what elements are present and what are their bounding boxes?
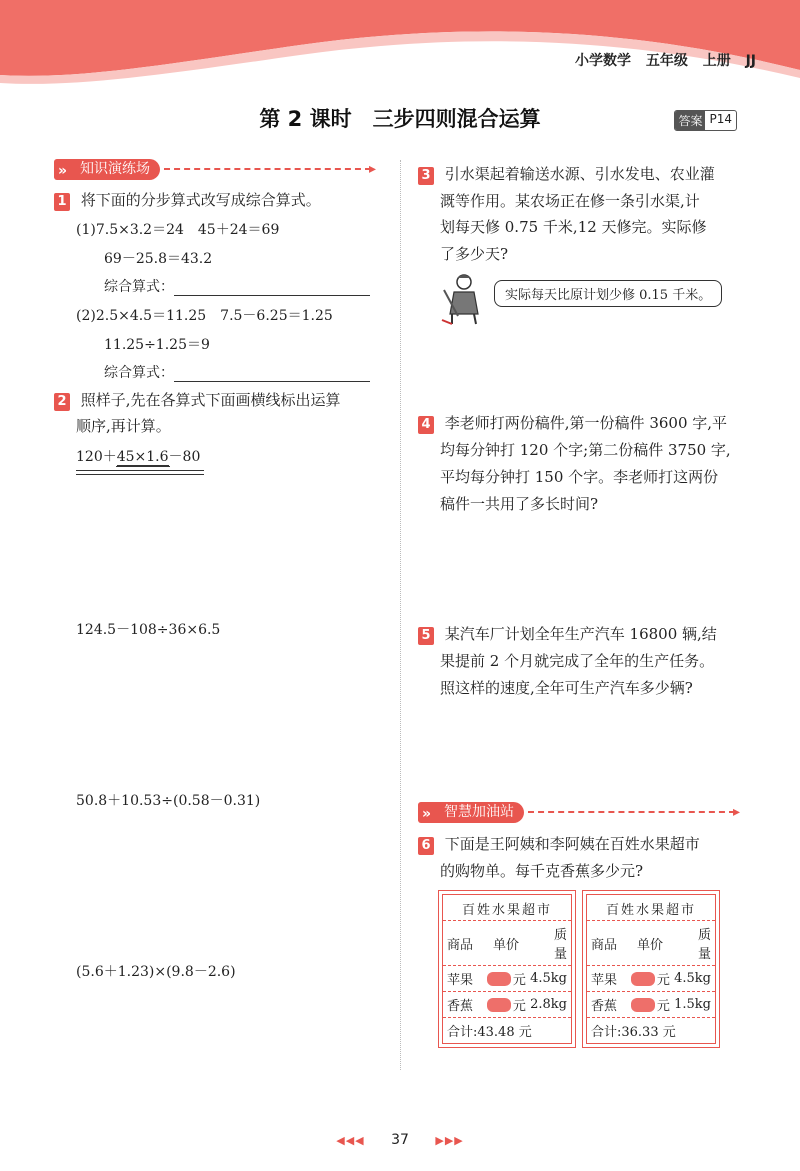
q5-line1: 某汽车厂计划全年生产汽车 16800 辆,结	[444, 625, 717, 643]
page-title: 第 2 课时 三步四则混合运算	[259, 107, 541, 131]
dashed-line	[528, 811, 735, 813]
answer-label: 答案	[675, 111, 705, 130]
q2-example: 120＋45×1.6－80	[76, 449, 201, 465]
q3-line1: 引水渠起着输送水源、引水发电、农业灌	[444, 165, 715, 183]
q5-line2: 果提前 2 个月就完成了全年的生产任务。	[440, 652, 715, 670]
section-banner-knowledge	[54, 158, 376, 180]
q1-part2-line2: 11.25÷1.25＝9	[104, 337, 210, 353]
receipt-wang	[438, 890, 576, 1048]
example-underline-3	[76, 474, 204, 475]
receipt-title: 百姓水果超市	[587, 895, 715, 921]
column-divider	[400, 160, 401, 1070]
question-number: 1	[54, 193, 70, 211]
answer-page: P14	[709, 112, 732, 126]
worker-illustration-icon	[438, 270, 490, 326]
question-number: 6	[418, 837, 434, 855]
q4-line2: 均每分钟打 120 个字;第二份稿件 3750 字,	[440, 441, 731, 459]
arrow-tip-icon: ▸	[732, 804, 740, 820]
arrow-tip-icon: ▸	[368, 161, 376, 177]
section-tag: » 知识演练场	[54, 159, 160, 180]
grade: 五年级	[645, 53, 688, 69]
q1-answer-line-2: 综合算式：	[104, 362, 370, 382]
q1-part2-line1: (2)2.5×4.5＝11.25 7.5－6.25＝1.25	[76, 308, 333, 324]
subject: 小学数学	[574, 53, 631, 69]
question-prompt-line1: 照样子,先在各算式下面画横线标出运算	[80, 391, 341, 409]
question-prompt-line2: 顺序,再计算。	[76, 417, 171, 435]
answer-blank[interactable]	[174, 364, 370, 382]
volume: 上册	[702, 53, 731, 69]
ink-blot-icon	[487, 972, 511, 986]
q4-line1: 李老师打两份稿件,第一份稿件 3600 字,平	[444, 414, 728, 432]
question-number: 4	[418, 416, 434, 434]
section-tag: » 智慧加油站	[418, 802, 524, 823]
q3-line3: 划每天修 0.75 千米,12 天修完。实际修	[440, 218, 707, 236]
receipt-total: 合计:43.48 元	[447, 1025, 532, 1040]
page-number: 37	[391, 1132, 409, 1148]
q6-line2: 的购物单。每千克香蕉多少元?	[440, 862, 644, 880]
ink-blot-icon	[631, 972, 655, 986]
answer-reference	[674, 110, 737, 131]
receipt-row-apple: 苹果 元 4.5kg	[587, 966, 715, 992]
question-3	[418, 160, 715, 188]
edition: JJ	[745, 53, 756, 69]
receipt-total: 合计:36.33 元	[591, 1025, 676, 1040]
question-1	[54, 186, 321, 214]
q1-part1-line2: 69－25.8＝43.2	[104, 251, 213, 267]
question-2	[54, 386, 341, 414]
page-footer	[0, 1132, 800, 1148]
question-number: 2	[54, 393, 70, 411]
dashed-line	[164, 168, 371, 170]
q4-line4: 稿件一共用了多长时间?	[440, 495, 599, 513]
q2-expression-1: 124.5－108÷36×6.5	[76, 622, 221, 638]
receipt-header-row: 商品 单价 质量	[443, 921, 571, 966]
q6-line1: 下面是王阿姨和李阿姨在百姓水果超市	[444, 835, 700, 853]
chevron-right-icon: »	[58, 162, 68, 179]
question-number: 3	[418, 167, 434, 185]
question-prompt: 将下面的分步算式改写成综合算式。	[80, 191, 321, 209]
arrow-left-icon: ◀◀◀	[336, 1134, 365, 1147]
q3-line2: 溉等作用。某农场正在修一条引水渠,计	[440, 192, 700, 210]
arrow-right-icon: ▶▶▶	[435, 1134, 464, 1147]
chevron-right-icon: »	[422, 805, 432, 822]
receipt-header-row: 商品 单价 质量	[587, 921, 715, 966]
q2-expression-3: (5.6＋1.23)×(9.8－2.6)	[76, 964, 236, 980]
ink-blot-icon	[487, 998, 511, 1012]
example-underline-2	[76, 470, 204, 471]
q1-answer-line-1: 综合算式：	[104, 276, 370, 296]
q2-expression-2: 50.8＋10.53÷(0.58－0.31)	[76, 793, 261, 809]
header-band	[0, 0, 800, 95]
receipt-row-banana: 香蕉 元 1.5kg	[587, 992, 715, 1018]
q4-line3: 平均每分钟打 150 个字。李老师打这两份	[440, 468, 719, 486]
receipt-row-apple: 苹果 元 4.5kg	[443, 966, 571, 992]
example-underline-1	[116, 466, 170, 467]
section-banner-wisdom	[418, 801, 740, 823]
question-number: 5	[418, 627, 434, 645]
ink-blot-icon	[631, 998, 655, 1012]
hint-bubble: 实际每天比原计划少修 0.15 千米。	[494, 280, 722, 307]
q3-line4: 了多少天?	[440, 245, 509, 263]
q1-part1-line1: (1)7.5×3.2＝24 45＋24＝69	[76, 222, 280, 238]
receipt-title: 百姓水果超市	[443, 895, 571, 921]
question-6	[418, 830, 700, 858]
receipt-row-banana: 香蕉 元 2.8kg	[443, 992, 571, 1018]
question-4	[418, 409, 727, 437]
question-5	[418, 620, 717, 648]
book-meta	[565, 50, 756, 70]
answer-blank[interactable]	[174, 278, 370, 296]
receipt-li	[582, 890, 720, 1048]
q5-line3: 照这样的速度,全年可生产汽车多少辆?	[440, 679, 693, 697]
